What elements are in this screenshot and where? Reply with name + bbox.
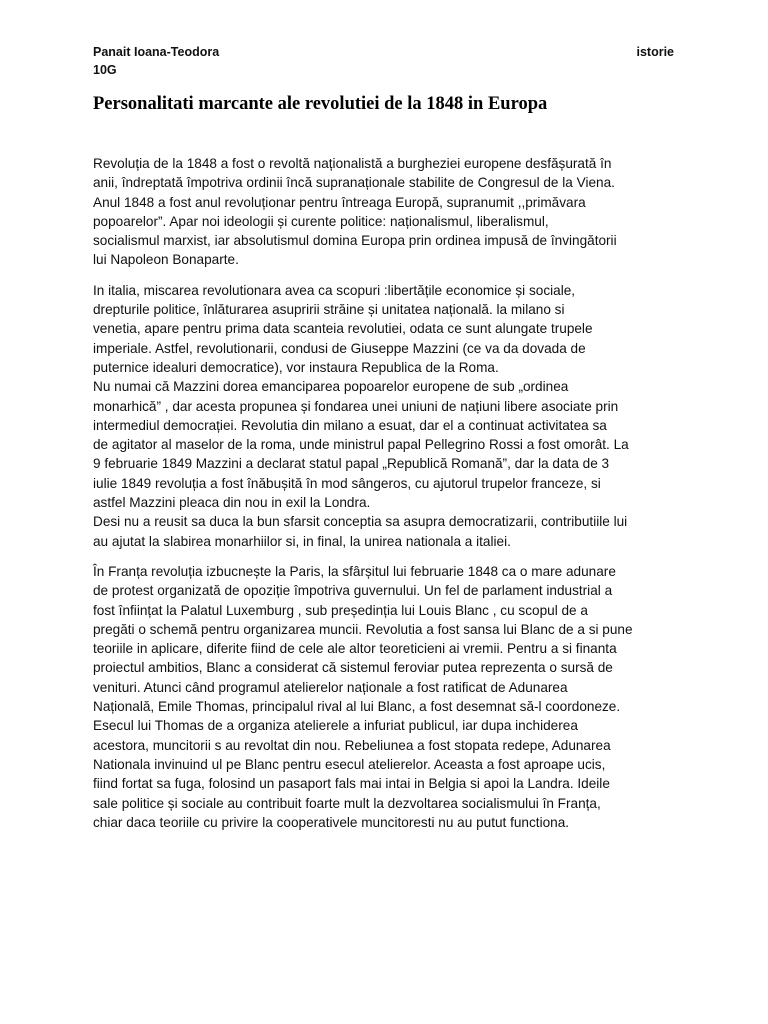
text-line: In italia, miscarea revolutionara avea ca scopuri :libertățile economice și sociale, — [93, 282, 576, 298]
text-line: Desi nu a reusit sa duca la bun sfarsit conceptia sa asupra democratizarii, contributiile lui — [93, 514, 628, 530]
text-line: de agitator al maselor de la roma, unde ministrul papal Pellegrino Rossi a fost omorât. La — [93, 437, 629, 453]
text-line: au ajutat la slabirea monarhiilor si, in final, la unirea nationala a italiei. — [93, 533, 511, 549]
document-title: Personalitati marcante ale revolutiei de la 1848 in Europa — [93, 94, 548, 114]
text-line: Esecul lui Thomas de a organiza atelierele a infuriat publicul, iar dupa inchiderea — [93, 718, 578, 734]
text-line: venituri. Atunci când programul atelierelor naționale a fost ratificat de Adunarea — [93, 679, 568, 695]
author-name: Panait Ioana-Teodora — [93, 45, 220, 59]
text-line: Nationala invinuind ul pe Blanc pentru esecul atelierelor. Aceasta a fost aproape ucis, — [93, 756, 606, 772]
text-line: monarhică” , dar acesta propunea și fondarea unei uniuni de națiuni libere asociate prin — [93, 398, 619, 414]
text-line: Națională, Emile Thomas, principalul rival al lui Blanc, a fost desemnat să-l coordoneze. — [93, 699, 621, 715]
text-line: popoarelor”. Apar noi ideologii și curente politice: naționalismul, liberalismul, — [93, 213, 549, 229]
text-line: venetia, apare pentru prima data scanteia revolutiei, odata ce sunt alungate trupele — [93, 321, 593, 337]
text-line: anii, îndreptată împotriva ordinii încă supranaționale stabilite de Congresul de la Viena. — [93, 175, 615, 191]
text-line: lui Napoleon Bonaparte. — [93, 252, 239, 268]
text-line: de protest organizată de opoziție împotriva guvernului. Un fel de parlament industrial a — [93, 583, 613, 599]
text-line: Anul 1848 a fost anul revoluționar pentru întreaga Europă, supranumit ,,primăvara — [93, 194, 586, 210]
text-line: chiar daca teoriile cu privire la cooperativele muncitoresti nu au putut functiona. — [93, 814, 570, 830]
document-body — [93, 154, 693, 843]
text-line: acestora, muncitorii s au revoltat din nou. Rebeliunea a fost stopata redepe, Adunarea — [93, 737, 611, 753]
paragraph-france — [93, 562, 693, 832]
text-line: În Franța revoluția izbucnește la Paris, la sfârșitul lui februarie 1848 ca o mare adunare — [93, 563, 616, 579]
text-line: 9 februarie 1849 Mazzini a declarat statul papal „Republică Romană”, dar la data de 3 — [93, 456, 610, 472]
text-line: astfel Mazzini pleaca din nou in exil la Londra. — [93, 495, 371, 511]
class-name: 10G — [93, 63, 117, 77]
header-left — [93, 43, 219, 79]
paragraph-intro — [93, 154, 693, 270]
text-line: sale politice și sociale au contribuit foarte mult la dezvoltarea socialismului în Franța, — [93, 795, 601, 811]
text-line: Revoluția de la 1848 a fost o revoltă naționalistă a burgheziei europene desfășurată în — [93, 156, 612, 171]
text-line: fost înființat la Palatul Luxemburg , sub președinția lui Louis Blanc , cu scopul de a — [93, 602, 588, 618]
text-line: fiind fortat sa fuga, folosind un pasaport fals mai intai in Belgia si apoi la Landra. Ideile — [93, 776, 610, 792]
text-line: imperiale. Astfel, revolutionarii, condusi de Giuseppe Mazzini (ce va da dovada de — [93, 340, 586, 356]
text-line: puternice idealuri democratice), vor instaura Republica de la Roma. — [93, 359, 499, 375]
paragraph-italy — [93, 281, 693, 551]
text-line: teoriile in aplicare, diferite fiind de cele ale altor teoreticieni ai vremii. Pentru a si finanta — [93, 641, 617, 657]
text-line: Nu numai că Mazzini dorea emanciparea popoarelor europene de sub „ordinea — [93, 379, 569, 395]
text-line: proiectul ambitios, Blanc a considerat că sistemul feroviar putea reprezenta o sursă de — [93, 660, 613, 676]
text-line: drepturile politice, înlăturarea asupririi străine și unitatea națională. la milano si — [93, 302, 565, 318]
text-line: intermediul democrației. Revolutia din milano a esuat, dar el a continuat activitatea sa — [93, 417, 607, 433]
text-line: socialismul marxist, iar absolutismul domina Europa prin ordinea impusă de învingătorii — [93, 233, 617, 249]
text-line: iulie 1849 revoluția a fost înăbușită în mod sângeros, cu ajutorul trupelor franceze, si — [93, 475, 601, 491]
text-line: pregăti o schemă pentru organizarea muncii. Revolutia a fost sansa lui Blanc de a si pune — [93, 621, 633, 637]
subject-label: istorie — [636, 45, 674, 59]
